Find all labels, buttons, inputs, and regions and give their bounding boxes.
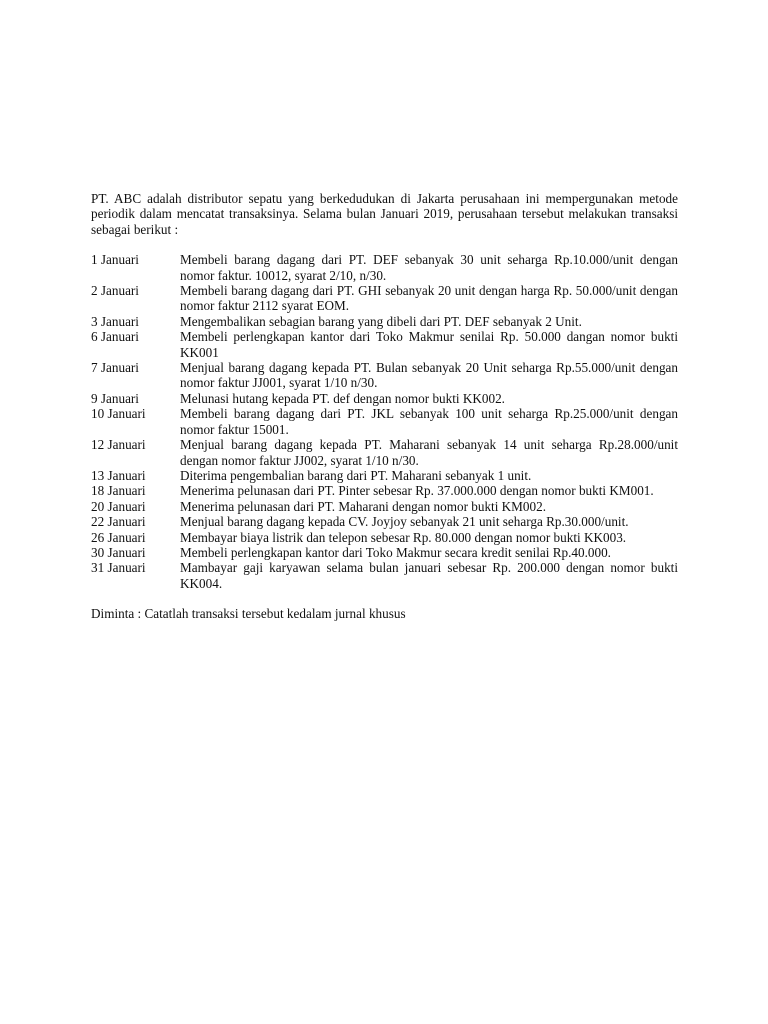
transaction-date: 1 Januari bbox=[91, 252, 139, 268]
document-page bbox=[91, 191, 678, 635]
transaction-date: 9 Januari bbox=[91, 390, 139, 406]
transaction-description: Diterima pengembalian barang dari PT. Maharani sebanyak 1 unit. bbox=[180, 467, 532, 483]
transaction-date: 6 Januari bbox=[91, 329, 139, 345]
transaction-list bbox=[91, 252, 678, 591]
transaction-date: 3 Januari bbox=[91, 313, 139, 329]
transaction-date: 10 Januari bbox=[91, 406, 146, 422]
transaction-date: 30 Januari bbox=[91, 544, 146, 560]
transaction-date: 2 Januari bbox=[91, 283, 139, 299]
transaction-description: Menjual barang dagang kepada CV. Joyjoy sebanyak 21 unit seharga Rp.30.000/unit. bbox=[180, 514, 629, 530]
transaction-date: 26 Januari bbox=[91, 529, 146, 545]
transaction-date: 7 Januari bbox=[91, 360, 139, 376]
transaction-description: Mambayar gaji karyawan selama bulan januari sebesar Rp. 200.000 dengan nomor bukti KK004. bbox=[180, 560, 678, 591]
intro-paragraph: PT. ABC adalah distributor sepatu yang berkedudukan di Jakarta perusahaan ini mempergunakan metode periodik dalam mencatat transaksinya. Selama bulan Januari 2019, perusahaan tersebut melakukan transaksi sebagai berikut : bbox=[91, 191, 678, 237]
transaction-date: 20 Januari bbox=[91, 498, 146, 514]
transaction-date: 12 Januari bbox=[91, 437, 146, 453]
transaction-date: 31 Januari bbox=[91, 560, 146, 576]
transaction-description: Menjual barang dagang kepada PT. Bulan sebanyak 20 Unit seharga Rp.55.000/unit dengan nomor faktur JJ001, syarat 1/10 n/30. bbox=[180, 360, 678, 391]
transaction-description: Menjual barang dagang kepada PT. Maharani sebanyak 14 unit seharga Rp.28.000/unit dengan nomor faktur JJ002, syarat 1/10 n/30. bbox=[180, 437, 678, 468]
transaction-date: 22 Januari bbox=[91, 514, 146, 530]
transaction-date: 18 Januari bbox=[91, 483, 146, 499]
transaction-description: Menerima pelunasan dari PT. Maharani dengan nomor bukti KM002. bbox=[180, 498, 546, 514]
task-instruction: Diminta : Catatlah transaksi tersebut kedalam jurnal khusus bbox=[91, 606, 406, 622]
transaction-description: Membeli perlengkapan kantor dari Toko Makmur secara kredit senilai Rp.40.000. bbox=[180, 544, 611, 560]
transaction-description: Membeli perlengkapan kantor dari Toko Makmur senilai Rp. 50.000 dangan nomor bukti KK001 bbox=[180, 329, 678, 360]
transaction-description: Melunasi hutang kepada PT. def dengan nomor bukti KK002. bbox=[180, 390, 505, 406]
transaction-description: Membayar biaya listrik dan telepon sebesar Rp. 80.000 dengan nomor bukti KK003. bbox=[180, 529, 627, 545]
transaction-description: Mengembalikan sebagian barang yang dibeli dari PT. DEF sebanyak 2 Unit. bbox=[180, 313, 582, 329]
transaction-description: Membeli barang dagang dari PT. DEF sebanyak 30 unit seharga Rp.10.000/unit dengan nomor faktur. 10012, syarat 2/10, n/30. bbox=[180, 252, 678, 283]
transaction-description: Menerima pelunasan dari PT. Pinter sebesar Rp. 37.000.000 dengan nomor bukti KM001. bbox=[180, 483, 654, 499]
transaction-description: Membeli barang dagang dari PT. GHI sebanyak 20 unit dengan harga Rp. 50.000/unit dengan nomor faktur 2112 syarat EOM. bbox=[180, 283, 678, 314]
transaction-description: Membeli barang dagang dari PT. JKL sebanyak 100 unit seharga Rp.25.000/unit dengan nomor faktur 15001. bbox=[180, 406, 678, 437]
transaction-date: 13 Januari bbox=[91, 467, 146, 483]
